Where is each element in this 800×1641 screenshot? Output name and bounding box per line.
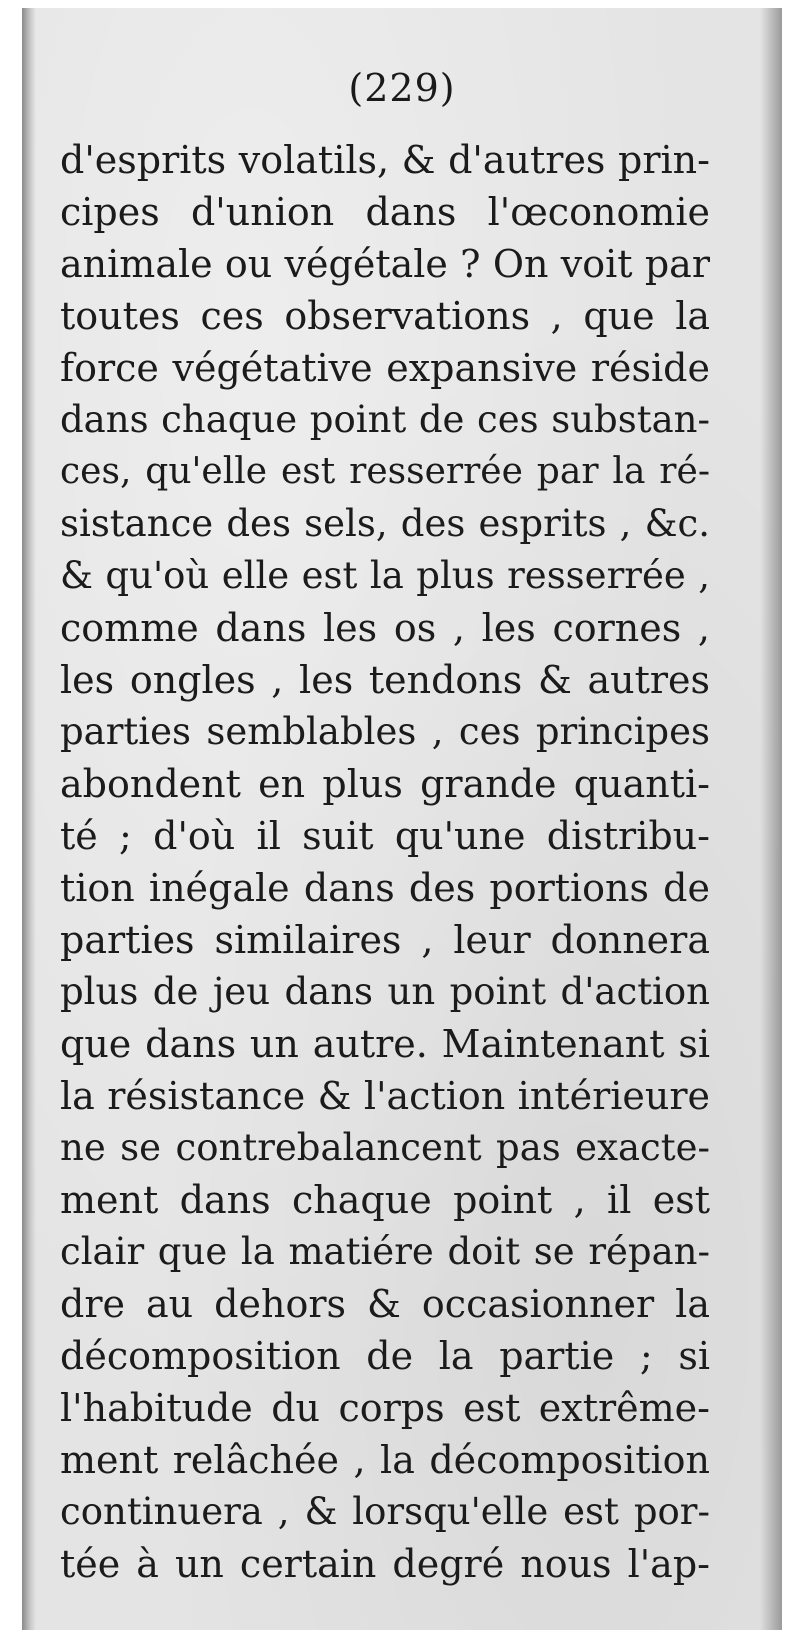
text-line: ne se contrebalancent pas exacte- bbox=[60, 1126, 710, 1169]
text-line: ment dans chaque point , il est bbox=[60, 1178, 710, 1222]
text-line: dans chaque point de ces substan- bbox=[60, 398, 710, 441]
body-text bbox=[60, 134, 710, 1590]
text-line: tion inégale dans des portions de bbox=[60, 866, 710, 910]
text-line: cipes d'union dans l'œconomie bbox=[60, 190, 710, 234]
text-line: les ongles , les tendons & autres bbox=[60, 658, 710, 702]
text-line: force végétative expansive réside bbox=[60, 346, 710, 390]
text-line: clair que la matiére doit se répan- bbox=[60, 1230, 710, 1273]
book-page bbox=[22, 8, 782, 1630]
text-line: la résistance & l'action intérieure bbox=[60, 1074, 710, 1118]
text-line: tée à un certain degré nous l'ap- bbox=[60, 1542, 710, 1586]
text-line: dre au dehors & occasionner la bbox=[60, 1282, 710, 1326]
page-binding-shadow bbox=[22, 8, 36, 1630]
page-edge-shadow bbox=[760, 8, 782, 1630]
text-line: parties similaires , leur donnera bbox=[60, 918, 710, 962]
page-number: (229) bbox=[348, 66, 456, 110]
text-line: & qu'où elle est la plus resserrée , bbox=[60, 554, 710, 597]
text-line: continuera , & lorsqu'elle est por- bbox=[60, 1490, 710, 1533]
text-line: ces, qu'elle est resserrée par la ré- bbox=[60, 451, 710, 492]
text-line: abondent en plus grande quanti- bbox=[60, 762, 710, 806]
text-line: animale ou végétale ? On voit par bbox=[60, 242, 710, 286]
text-line: l'habitude du corps est extrême- bbox=[60, 1386, 710, 1430]
text-line: ment relâchée , la décomposition bbox=[60, 1438, 710, 1482]
text-line: parties semblables , ces principes bbox=[60, 710, 710, 753]
text-line: té ; d'où il suit qu'une distribu- bbox=[60, 814, 710, 858]
text-line: toutes ces observations , que la bbox=[60, 294, 710, 338]
text-line: sistance des sels, des esprits , &c. bbox=[60, 502, 710, 545]
text-line: d'esprits volatils, & d'autres prin- bbox=[60, 138, 710, 182]
text-line: décomposition de la partie ; si bbox=[60, 1334, 710, 1378]
text-line: comme dans les os , les cornes , bbox=[60, 606, 710, 650]
text-line: plus de jeu dans un point d'action bbox=[60, 970, 710, 1013]
text-line: que dans un autre. Maintenant si bbox=[60, 1022, 710, 1066]
